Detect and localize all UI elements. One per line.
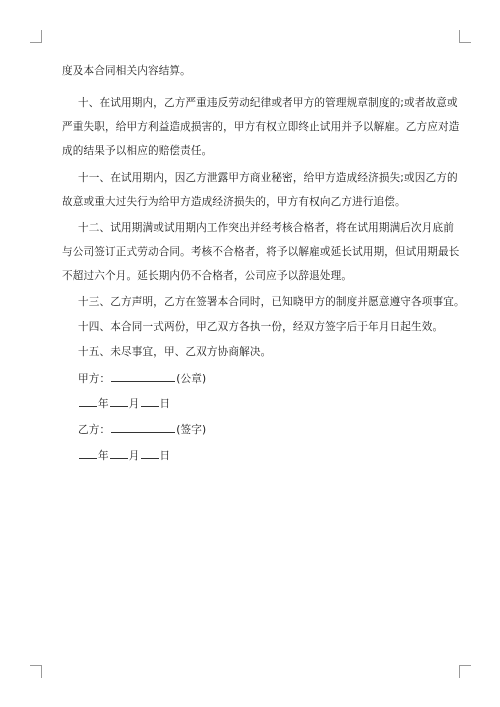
clause-10-line-2: 严重失职，给甲方利益造成损害的，甲方有权立即终止试用并予以解雇。乙方应对造 — [62, 121, 460, 133]
clause-15-line: 十五、未尽事宜，甲、乙双方协商解决。 — [78, 346, 272, 358]
page-corner-mark-top-right — [459, 30, 471, 43]
party-b-signature-line — [78, 422, 206, 437]
clause-11-line-2: 故意或重大过失行为给甲方造成经济损失的，甲方有权向乙方进行追偿。 — [62, 196, 406, 208]
party-b-sign-label: (签字) — [176, 424, 207, 436]
clause-10-line-1: 十、在试用期内，乙方严重违反劳动纪律或者甲方的管理规章制度的;或者故意或 — [78, 97, 458, 109]
year-blank[interactable] — [79, 448, 97, 459]
year-blank[interactable] — [79, 396, 97, 407]
month-blank[interactable] — [110, 448, 128, 459]
party-b-date-line — [78, 448, 170, 463]
day-blank[interactable] — [141, 448, 159, 459]
day-label: 日 — [159, 398, 171, 410]
month-label: 月 — [128, 450, 140, 462]
party-a-label: 甲方： — [78, 373, 111, 385]
clause-12-line-2: 与公司签订正式劳动合同。考核不合格者，将予以解雇或延长试用期，但试用期最长 — [62, 246, 460, 258]
party-a-blank[interactable] — [111, 371, 175, 382]
party-b-label: 乙方： — [78, 424, 111, 436]
year-label: 年 — [98, 398, 109, 410]
page-corner-mark-top-left — [30, 30, 42, 43]
clause-10-line-3: 成的结果予以相应的赔偿责任。 — [62, 145, 213, 157]
party-a-date-line — [78, 396, 170, 411]
clause-11-line-1: 十一、在试用期内，因乙方泄露甲方商业秘密，给甲方造成经济损失;或因乙方的 — [78, 172, 458, 184]
text-line: 度及本合同相关内容结算。 — [62, 65, 191, 77]
clause-12-line-1: 十二、试用期满或试用期内工作突出并经考核合格者，将在试用期满后次月底前 — [78, 222, 455, 234]
month-blank[interactable] — [110, 396, 128, 407]
clause-12-line-3: 不超过六个月。延长期内仍不合格者，公司应予以辞退处理。 — [62, 270, 353, 282]
page-corner-mark-bottom-right — [459, 665, 471, 678]
clause-13-line: 十三、乙方声明，乙方在签署本合同时，已知晓甲方的制度并愿意遵守各项事宜。 — [78, 296, 465, 308]
page-corner-mark-bottom-left — [30, 665, 42, 678]
day-blank[interactable] — [141, 396, 159, 407]
party-a-signature-line — [78, 371, 206, 386]
year-label: 年 — [98, 450, 109, 462]
clause-14-line: 十四、本合同一式两份，甲乙双方各执一份，经双方签字后于年月日起生效。 — [78, 321, 444, 333]
month-label: 月 — [128, 398, 140, 410]
party-b-blank[interactable] — [111, 422, 175, 433]
party-a-seal-label: (公章) — [176, 373, 207, 385]
day-label: 日 — [159, 450, 171, 462]
